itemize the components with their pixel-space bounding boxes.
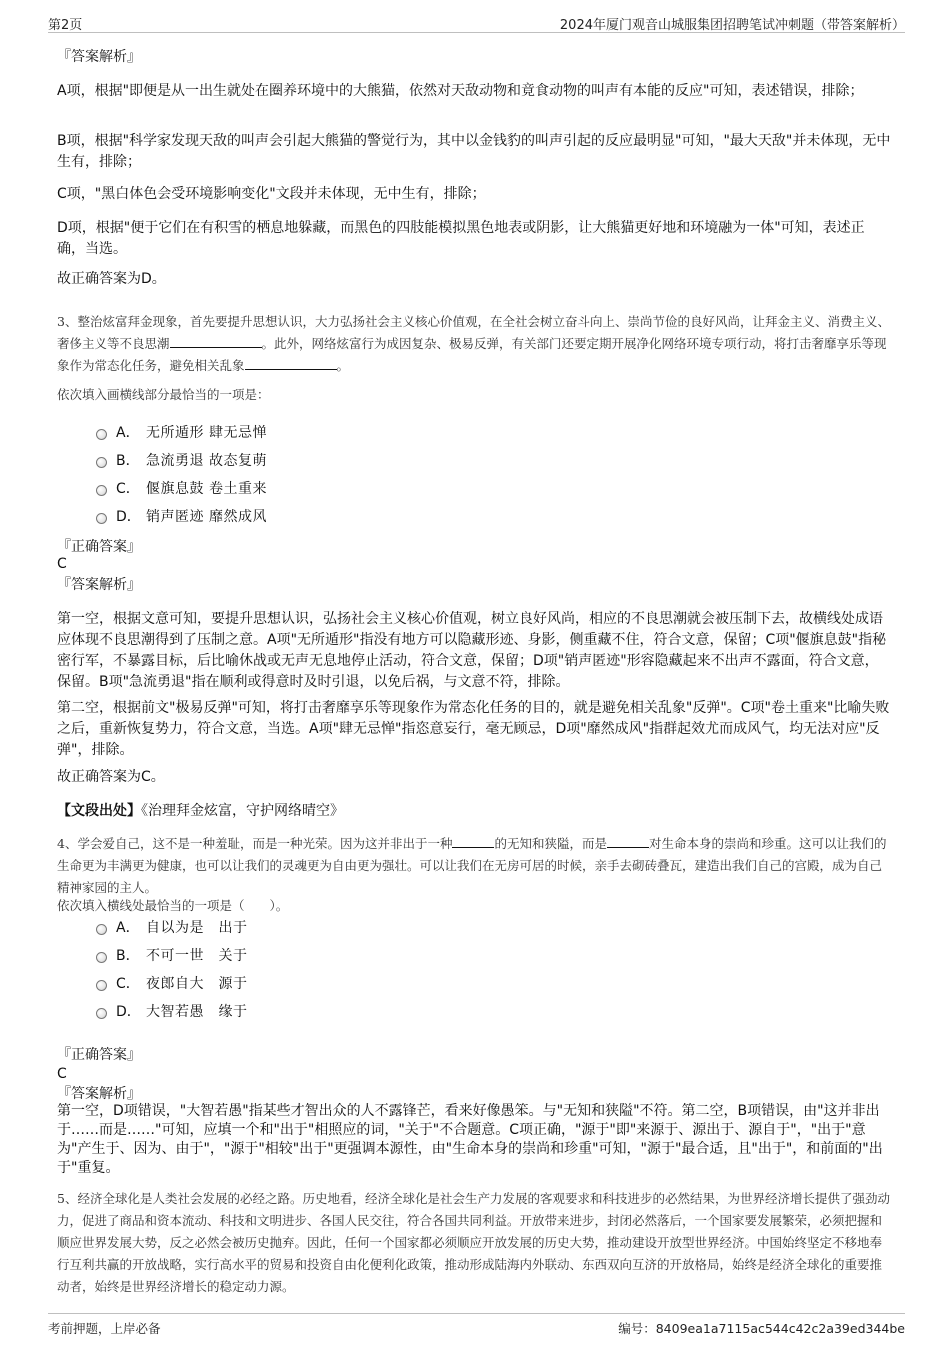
q3-blank-2	[245, 357, 337, 370]
q4-stem-c: 对生命本身的崇尚和珍重。这可以让我们的生命更为丰满更为健康，也可以让我们的灵魂更为自由更为强壮。可以让我们在无房可居的时候，亲手去砌砖叠瓦，建造出我们自己的宫殿，成为自己精神家园的主人。	[57, 836, 887, 895]
q3-stem-part3: 。	[336, 358, 350, 373]
q4-stem-b: 的无知和狭隘，而是	[494, 836, 607, 851]
q4-option-d[interactable]: D． 大智若愚 缘于	[96, 1002, 248, 1022]
radio-icon[interactable]	[96, 1008, 107, 1019]
q3-source-label: 【文段出处】	[57, 803, 141, 819]
q3-source	[57, 801, 344, 821]
q3-source-text: 《治理拜金炫富，守护网络晴空》	[141, 803, 344, 819]
q5-stem: 5、经济全球化是人类社会发展的必经之路。历史地看，经济全球化是社会生产力发展的客观要求和科技进步的必然结果，为世界经济增长提供了强劲动力，促进了商品和资本流动、科技和文明进步、各国人民交往，符合各国共同利益。开放带来进步，封闭必然落后，一个国家要发展繁荣，必须把握和顺应世界发展大势，反之必然会被历史抛弃。因此，任何一个国家都必须顺应开放发展的历史大势，推动建设开放型世界经济。中国始终坚定不移地奉行互利共赢的开放战略，实行高水平的贸易和投资自由化便利化政策，推动形成陆海内外联动、东西双向互济的开放格局，始终是经济全球化的重要推动者，始终是世界经济增长的稳定动力源。	[57, 1191, 890, 1294]
q3-blank-1	[170, 335, 262, 348]
q4-correct-label: 『正确答案』	[57, 1047, 141, 1063]
radio-icon[interactable]	[96, 429, 107, 440]
radio-icon[interactable]	[96, 952, 107, 963]
q3-conclusion: 故正确答案为C。	[57, 769, 165, 785]
q2-analysis-d: D项，根据"便于它们在有积雪的栖息地躲藏，而黑色的四肢能模拟黑色地表或阴影，让大熊猫更好地和环境融为一体"可知，表述正确，当选。	[57, 220, 865, 257]
q2-conclusion: 故正确答案为D。	[57, 271, 166, 287]
q3-analysis-2: 第二空，根据前文"极易反弹"可知，将打击奢靡享乐等现象作为常态化任务的目的，就是避免相关乱象"反弹"。C项"卷土重来"比喻失败之后，重新恢复势力，符合文意，当选。A项"肆无忌惮"指恣意妄行，毫无顾忌，D项"靡然成风"指群起效尤而成风气，均无法对应"反弹"，排除。	[57, 700, 890, 758]
q2-analysis-b: B项，根据"科学家发现天敌的叫声会引起大熊猫的警觉行为，其中以金钱豹的叫声引起的反应最明显"可知，"最大天敌"并未体现，无中生有，排除；	[57, 133, 891, 170]
q4-option-b[interactable]: B． 不可一世 关于	[96, 946, 248, 966]
radio-icon[interactable]	[96, 457, 107, 468]
q3-correct-label: 『正确答案』	[57, 539, 141, 555]
q4-stem	[57, 833, 892, 899]
q3-option-d[interactable]: D． 销声匿迹 靡然成风	[96, 507, 267, 527]
footer-slogan: 考前押题，上岸必备	[48, 1321, 161, 1336]
radio-icon[interactable]	[96, 513, 107, 524]
q3-stem-part1: 3、整治炫富拜金现象，首先要提升思想认识，大力弘扬社会主义核心价值观，在全社会树立奋斗向上、崇尚节俭的良好风尚，让拜金主义、消费主义、奢侈主义等不良思潮	[57, 314, 890, 351]
q4-stem-a: 4、学会爱自己，这不是一种羞耻，而是一种光荣。因为这并非出于一种	[57, 836, 453, 851]
q4-blank-1	[452, 835, 494, 848]
page-footer	[48, 1313, 905, 1336]
q2-analysis-a: A项，根据"即便是从一出生就处在圈养环境中的大熊猫，依然对天敌动物和竟食动物的叫声有本能的反应"可知，表述错误，排除；	[57, 83, 864, 99]
page-header	[48, 12, 905, 33]
q4-option-a[interactable]: A． 自以为是 出于	[96, 918, 248, 938]
q4-blank-2	[607, 835, 649, 848]
document-code-label: 编号：	[618, 1321, 656, 1336]
page-number: 第2页	[48, 18, 83, 33]
q3-analysis-label: 『答案解析』	[57, 577, 141, 593]
q4-analysis: 第一空，D项错误，"大智若愚"指某些才智出众的人不露锋芒，看来好像愚笨。与"无知和狭隘"不符。第二空，B项错误，由"这并非出于……而是……"可知，应填一个和"出于"相照应的词，"关于"不合题意。C项正确，"源于"即"来源于、源出于、源自于"，"出于"意为"产生于、因为、由于"，"源于"相较"出于"更强调本源性，由"生命本身的崇尚和珍重"可知，"源于"最合适，且"出于"，和前面的"出于"重复。	[57, 1103, 883, 1176]
document-title: 2024年厦门观音山城服集团招聘笔试冲刺题（带答案解析）	[559, 18, 905, 33]
q3-option-a[interactable]: A． 无所遁形 肆无忌惮	[96, 423, 267, 443]
q3-prompt: 依次填入画横线部分最恰当的一项是：	[57, 387, 270, 402]
radio-icon[interactable]	[96, 924, 107, 935]
q4-option-c[interactable]: C． 夜郎自大 源于	[96, 974, 248, 994]
q3-stem	[57, 311, 892, 377]
document-code-value: 8409ea1a7115ac544c42c2a39ed344be	[655, 1321, 905, 1336]
q3-correct-value: C	[57, 556, 67, 572]
q4-prompt: 依次填入横线处最恰当的一项是（ ）。	[57, 898, 289, 913]
q4-analysis-label: 『答案解析』	[57, 1086, 141, 1102]
radio-icon[interactable]	[96, 980, 107, 991]
radio-icon[interactable]	[96, 485, 107, 496]
q3-stem-part2: 。此外，网络炫富行为成因复杂、极易反弹，有关部门还要定期开展净化网络环境专项行动，将打击奢靡享乐等现象作为常态化任务，避免相关乱象	[57, 336, 887, 373]
q3-option-c[interactable]: C． 偃旗息鼓 卷土重来	[96, 479, 267, 499]
q4-correct-value: C	[57, 1066, 67, 1082]
q3-analysis-1: 第一空，根据文意可知，要提升思想认识，弘扬社会主义核心价值观，树立良好风尚，相应的不良思潮就会被压制下去，故横线处成语应体现不良思潮得到了压制之意。A项"无所遁形"指没有地方可以隐藏形迹、身影，侧重藏不住，符合文意，保留；C项"偃旗息鼓"指秘密行军，不暴露目标，后比喻休战或无声无息地停止活动，符合文意，保留；D项"销声匿迹"形容隐藏起来不出声不露面，符合文意，保留。B项"急流勇退"指在顺利或得意时及时引退，以免后祸，与文意不符，排除。	[57, 611, 887, 690]
q2-analysis-c: C项，"黑白体色会受环境影响变化"文段并未体现，无中生有，排除；	[57, 186, 486, 202]
q2-analysis-label: 『答案解析』	[57, 49, 141, 65]
document-code	[618, 1319, 905, 1337]
q3-option-b[interactable]: B． 急流勇退 故态复萌	[96, 451, 267, 471]
